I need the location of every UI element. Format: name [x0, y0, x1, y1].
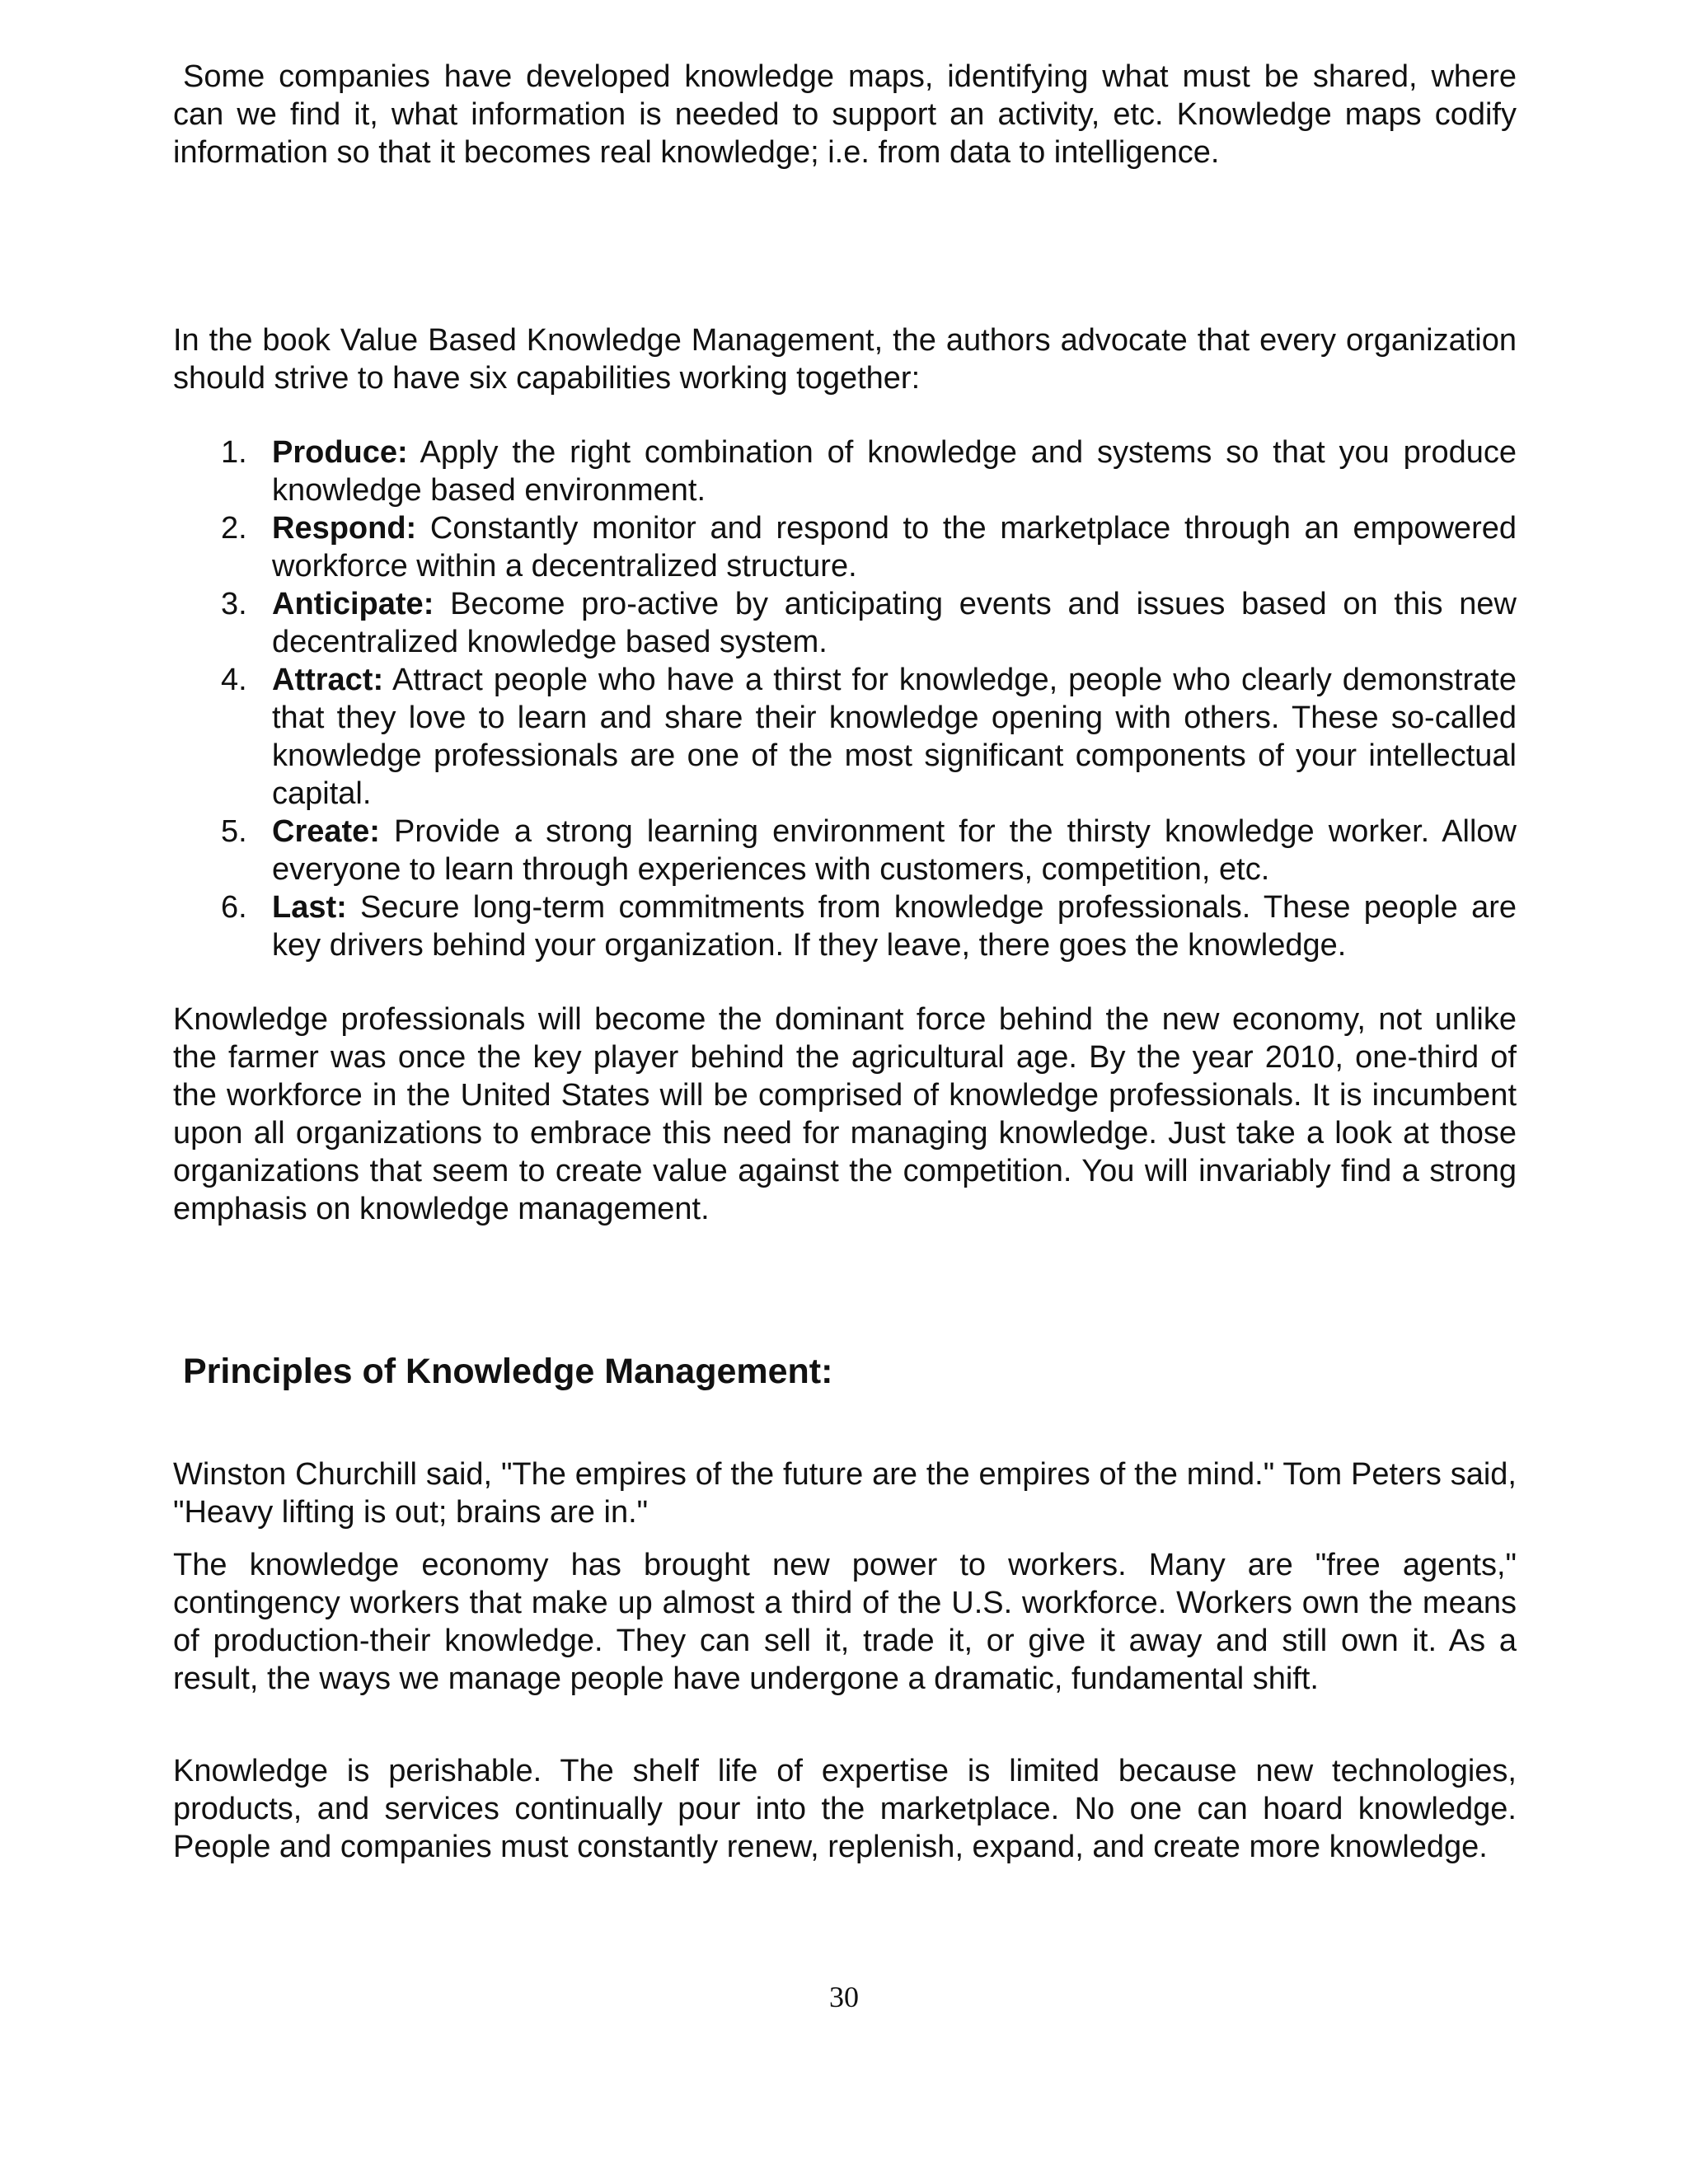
capability-text: Provide a strong learning environment for the thirsty knowledge worker. Allow everyone to learn through experiences with customers, competition, etc.	[272, 814, 1517, 887]
capability-term: Anticipate:	[272, 587, 434, 621]
book-paragraph: In the book Value Based Knowledge Management, the authors advocate that every organization should strive to have six capabilities working together:	[173, 323, 1517, 396]
churchill-quote-paragraph: Winston Churchill said, "The empires of the future are the empires of the mind." Tom Peters said, "Heavy lifting is out; brains are in."	[173, 1457, 1517, 1530]
capability-item-respond	[173, 509, 1517, 585]
knowledge-economy-paragraph: The knowledge economy has brought new power to workers. Many are "free agents," contingency workers that make up almost a third of the U.S. workforce. Workers own the means of production-their knowledge. They can sell it, trade it, or give it away and still own it. As a result, the ways we manage people have undergone a dramatic, fundamental shift.	[173, 1548, 1517, 1696]
capability-text: Attract people who have a thirst for knowledge, people who clearly demonstrate that they love to learn and share their knowledge opening with others. These so-called knowledge professionals are one of the most significant components of your intellectual capital.	[272, 663, 1517, 811]
capability-item-produce	[173, 434, 1517, 509]
list-number: 6.	[221, 890, 247, 925]
capability-term: Produce:	[272, 435, 408, 470]
list-number: 3.	[221, 587, 247, 621]
list-number: 5.	[221, 814, 247, 849]
capability-item-create	[173, 813, 1517, 888]
page-number: 30	[829, 1980, 859, 2013]
knowledge-perishable-paragraph: Knowledge is perishable. The shelf life of expertise is limited because new technologies, products, and services continually pour into the marketplace. No one can hoard knowledge. People and companies must constantly renew, replenish, expand, and create more knowledge.	[173, 1754, 1517, 1864]
capability-term: Last:	[272, 890, 347, 925]
capability-text: Secure long-term commitments from knowledge professionals. These people are key drivers behind your organization. If they leave, there goes the knowledge.	[272, 890, 1517, 963]
list-number: 4.	[221, 663, 247, 697]
capability-text: Apply the right combination of knowledge and systems so that you produce knowledge based environment.	[272, 435, 1517, 508]
section-heading: Principles of Knowledge Management:	[183, 1352, 833, 1391]
capability-item-attract	[173, 661, 1517, 813]
capability-term: Respond:	[272, 511, 417, 546]
capability-item-last	[173, 888, 1517, 964]
capability-term: Attract:	[272, 663, 384, 697]
document-page	[173, 58, 1517, 1866]
list-number: 1.	[221, 435, 247, 470]
capability-text: Constantly monitor and respond to the marketplace through an empowered workforce within a decentralized structure.	[272, 511, 1517, 583]
capability-term: Create:	[272, 814, 380, 849]
capabilities-list	[173, 434, 1517, 964]
list-number: 2.	[221, 511, 247, 546]
intro-paragraph: Some companies have developed knowledge maps, identifying what must be shared, where can we find it, what information is needed to support an activity, etc. Knowledge maps codify information so that it becomes real knowledge; i.e. from data to intelligence.	[173, 59, 1517, 170]
knowledge-professionals-paragraph: Knowledge professionals will become the dominant force behind the new economy, not unlike the farmer was once the key player behind the agricultural age. By the year 2010, one-third of the workforce in the United States will be comprised of knowledge professionals. It is incumbent upon all organizations to embrace this need for managing knowledge. Just take a look at those organizations that seem to create value against the competition. You will invariably find a strong emphasis on knowledge management.	[173, 1002, 1517, 1226]
capability-text: Become pro-active by anticipating events and issues based on this new decentralized knowledge based system.	[272, 587, 1517, 659]
capability-item-anticipate	[173, 585, 1517, 661]
